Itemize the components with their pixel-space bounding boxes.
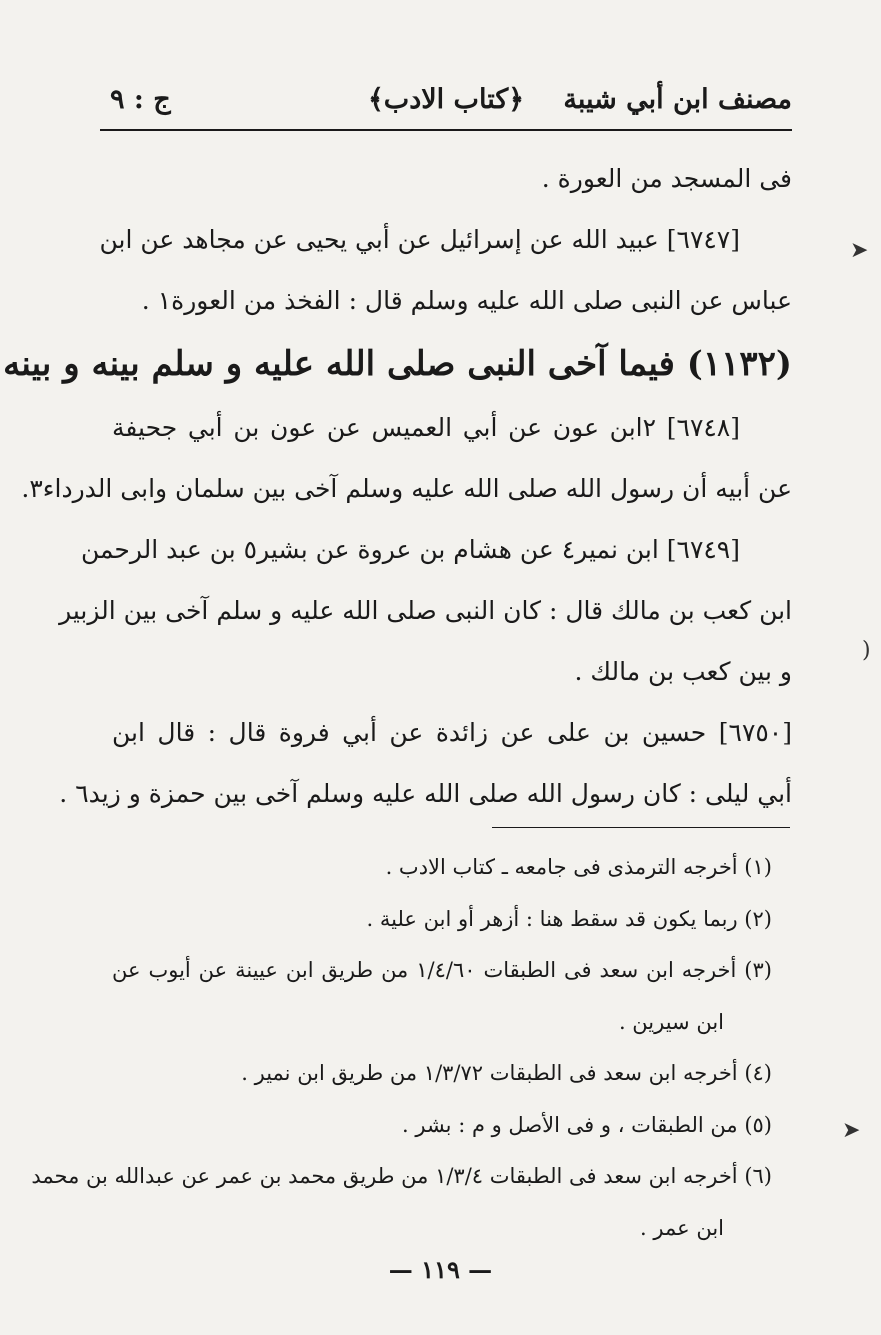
hadith-6748: [٦٧٤٨] ٢ابن عون عن أبي العميس عن عون بن أبي جحيفة	[112, 413, 740, 442]
footnote-2: (٢) ربما يكون قد سقط هنا : أزهر أو ابن علية .	[366, 906, 772, 931]
chapter-title: ﴿كتاب الادب﴾	[367, 84, 525, 115]
footnote-rule	[492, 827, 790, 828]
footnote-6-continued: ابن عمر .	[640, 1215, 724, 1240]
page-number: — ١١٩ —	[388, 1255, 493, 1284]
text-line: ابن كعب بن مالك قال : كان النبى صلى الله عليه و سلم آخى بين الزبير	[59, 596, 792, 625]
margin-mark-icon: ➤	[850, 238, 869, 263]
text-line: فى المسجد من العورة .	[541, 164, 792, 193]
text-line: عباس عن النبى صلى الله عليه وسلم قال : الفخذ من العورة١ .	[141, 286, 792, 315]
margin-mark-icon: ➤	[842, 1118, 861, 1143]
text-line: و بين كعب بن مالك .	[574, 657, 792, 686]
hadith-6749: [٦٧٤٩] ابن نمير٤ عن هشام بن عروة عن بشير٥ بن عبد الرحمن	[80, 535, 740, 564]
footnotes	[31, 842, 772, 1254]
footnote-3-continued: ابن سيرين .	[618, 1009, 724, 1034]
book-title: مصنف ابن أبي شيبة	[563, 84, 792, 115]
hadith-6747: [٦٧٤٧] عبيد الله عن إسرائيل عن أبي يحيى عن مجاهد عن ابن	[99, 225, 740, 254]
page-header	[100, 78, 792, 124]
section-heading: (١١٣٢) فيما آخى النبى صلى الله عليه و سلم بينه و بينه	[3, 344, 792, 384]
footnote-1: (١) أخرجه الترمذى فى جامعه ـ كتاب الادب .	[385, 855, 772, 879]
footnote-4: (٤) أخرجه ابن سعد فى الطبقات ١/٣/٧٢ من طريق ابن نمير .	[241, 1061, 772, 1085]
text-line: عن أبيه أن رسول الله صلى الله عليه وسلم آخى بين سلمان وابى الدرداء٣.	[21, 474, 792, 503]
hadith-6750: [٦٧٥٠] حسين بن على عن زائدة عن أبي فروة قال : قال ابن	[112, 718, 792, 747]
footnote-5: (٥) من الطبقات ، و فى الأصل و م : بشر .	[402, 1112, 772, 1137]
footnote-6: (٦) أخرجه ابن سعد فى الطبقات ١/٣/٤ من طريق محمد بن عمر عن عبدالله بن محمد	[31, 1164, 772, 1188]
footnote-3: (٣) أخرجه ابن سعد فى الطبقات ١/٤/٦٠ من طريق ابن عيينة عن أيوب عن	[112, 958, 772, 982]
margin-mark-icon: )	[862, 638, 871, 663]
main-text	[3, 148, 792, 824]
volume-number: ج : ٩	[110, 84, 171, 115]
header-rule	[100, 129, 792, 131]
text-line: أبي ليلى : كان رسول الله صلى الله عليه وسلم آخى بين حمزة و زيد٦ .	[59, 779, 792, 808]
